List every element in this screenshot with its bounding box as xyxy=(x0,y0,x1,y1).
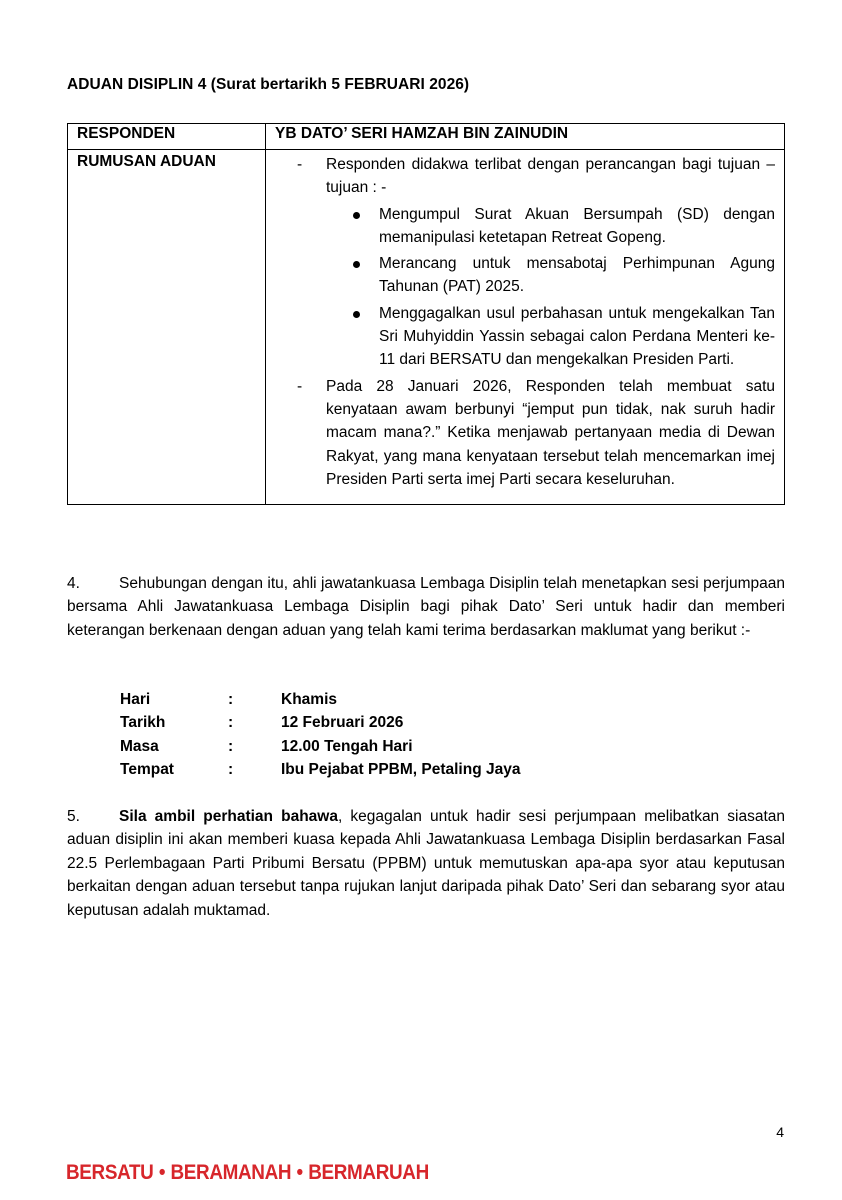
footer-slogan xyxy=(66,1161,429,1185)
bullet-list xyxy=(266,203,775,372)
schedule-value: Khamis xyxy=(281,691,337,708)
paragraph-5-bold-lead: Sila ambil perhatian bahawa xyxy=(119,808,338,825)
bullet-item xyxy=(266,302,775,372)
summary-content xyxy=(266,150,785,505)
respondent-label: RESPONDEN xyxy=(68,124,266,150)
dash-marker: - xyxy=(297,156,303,173)
slogan-word-beramanah: BERAMANAH xyxy=(170,1161,292,1184)
slogan-word-bersatu: BERSATU xyxy=(66,1161,154,1184)
schedule-colon: : xyxy=(228,737,234,755)
bullet-text: Merancang untuk mensabotaj Perhimpunan Agung Tahunan (PAT) 2025. xyxy=(379,255,775,296)
schedule-label: Tarikh xyxy=(120,714,166,732)
schedule-colon: : xyxy=(228,691,234,708)
complaint-table xyxy=(67,123,785,505)
paragraph-number: 5. xyxy=(67,808,80,825)
respondent-value: YB DATO’ SERI HAMZAH BIN ZAINUDIN xyxy=(266,124,785,150)
slogan-separator: • xyxy=(296,1161,303,1184)
paragraph-5 xyxy=(67,805,785,922)
bullet-icon xyxy=(353,311,360,318)
bullet-text: Menggagalkan usul perbahasan untuk mengekalkan Tan Sri Muhyiddin Yassin sebagai calon Perdana Menteri ke-11 dari BERSATU dan mengekalkan Presiden Parti. xyxy=(379,304,775,369)
complaint-item-1 xyxy=(266,153,775,200)
paragraph-4-text: Sehubungan dengan itu, ahli jawatankuasa Lembaga Disiplin telah menetapkan sesi perjumpaan bersama Ahli Jawatankuasa Lembaga Disiplin bagi pihak Dato’ Seri untuk hadir dan memberi keterangan berkenaan dengan aduan yang telah kami terima berdasarkan maklumat yang berikut :- xyxy=(67,575,785,639)
bullet-icon xyxy=(353,261,360,268)
summary-label: RUMUSAN ADUAN xyxy=(68,150,266,505)
page-number: 4 xyxy=(776,1124,784,1140)
slogan-word-bermaruah: BERMARUAH xyxy=(308,1161,429,1184)
complaint-item-1-text: Responden didakwa terlibat dengan perancangan bagi tujuan – tujuan : - xyxy=(326,156,775,197)
summary-row xyxy=(68,150,785,505)
paragraph-number: 4. xyxy=(67,575,80,592)
schedule-value: 12.00 Tengah Hari xyxy=(281,737,413,755)
schedule-colon: : xyxy=(228,761,234,779)
schedule-colon: : xyxy=(228,714,234,732)
bullet-icon xyxy=(353,212,360,219)
schedule-value: Ibu Pejabat PPBM, Petaling Jaya xyxy=(281,761,521,779)
slogan-separator: • xyxy=(158,1161,166,1184)
schedule-label: Masa xyxy=(120,737,159,755)
bullet-item xyxy=(266,203,775,250)
respondent-row xyxy=(68,124,785,150)
complaint-item-2-text: Pada 28 Januari 2026, Responden telah membuat satu kenyataan awam berbunyi “jemput pun tidak, nak suruh hadir macam mana?.” Ketika menjawab pertanyaan media di Dewan Rakyat, yang mana kenyataan tersebut telah mencemarkan imej Presiden Parti serta imej Parti secara keseluruhan. xyxy=(326,377,775,488)
paragraph-4 xyxy=(67,572,785,642)
schedule-label: Hari xyxy=(120,691,151,708)
complaint-item-2 xyxy=(266,375,775,491)
schedule-label: Tempat xyxy=(120,761,174,779)
schedule-value: 12 Februari 2026 xyxy=(281,714,404,732)
paragraph-5-text: , kegagalan untuk hadir sesi perjumpaan melibatkan siasatan aduan disiplin ini akan memberi kuasa kepada Ahli Jawatankuasa Lembaga Disiplin berdasarkan Fasal 22.5 Perlembagaan Parti Pribumi Bersatu (PPBM) untuk memutuskan apa-apa syor atau keputusan berkaitan dengan aduan tersebut tanpa rujukan lanjut daripada pihak Dato’ Seri dan sebarang syor atau keputusan adalah muktamad. xyxy=(67,808,786,919)
section-heading: ADUAN DISIPLIN 4 (Surat bertarikh 5 FEBRUARI 2026) xyxy=(67,76,470,93)
dash-marker: - xyxy=(297,377,303,395)
bullet-item xyxy=(266,252,775,299)
bullet-text: Mengumpul Surat Akuan Bersumpah (SD) dengan memanipulasi ketetapan Retreat Gopeng. xyxy=(379,205,775,246)
